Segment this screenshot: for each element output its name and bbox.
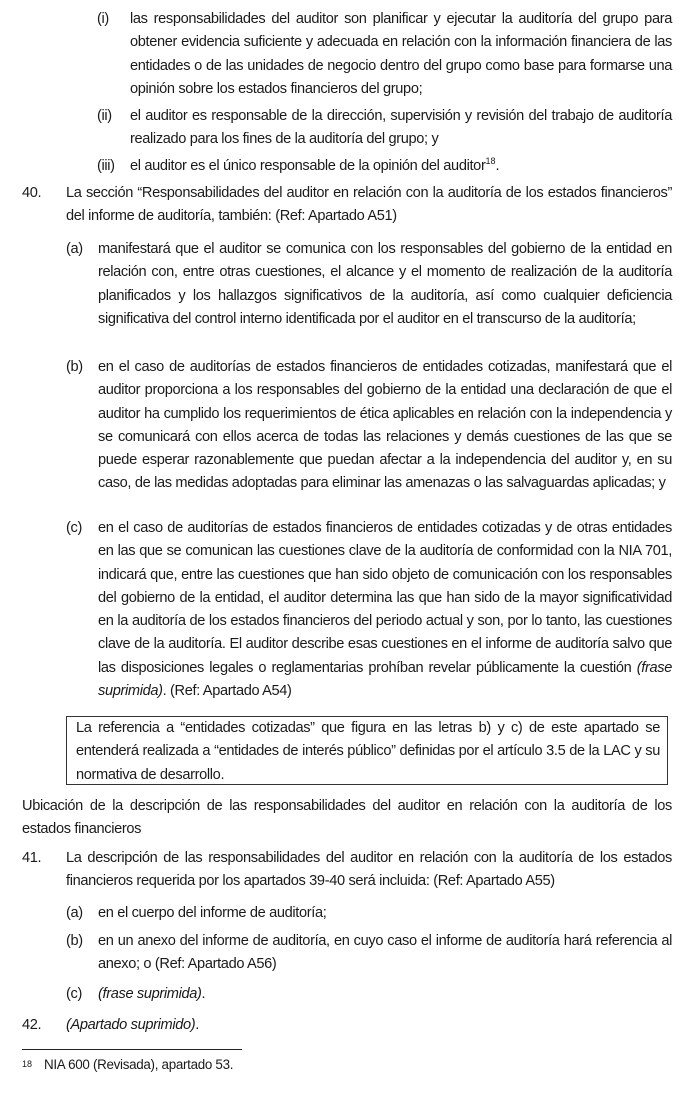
- item-marker: (b): [66, 359, 83, 375]
- item-text-main: en el caso de auditorías de estados financieros de entidades cotizadas y de otras entidades en las que se comunican las cuestiones clave de la auditoría de conformidad con la NIA 701, indicará que, entre las cuestiones que han sido objeto de comunicación con los responsables del gobierno de la entidad, el auditor determina las que han sido de la mayor significatividad en la auditoría de los estados financieros del periodo actual y son, por lo tanto, las cuestiones clave de la auditoría. El auditor describe esas cuestiones en el informe de auditoría salvo que las disposiciones legales o reglamentarias prohíban revelar públicamente la cuestión: [98, 520, 672, 676]
- item-marker: (c): [66, 520, 82, 536]
- item-text: el auditor es responsable de la dirección, supervisión y revisión del trabajo de auditoría realizado para los fines de la auditoría del grupo; y: [130, 108, 672, 148]
- item-marker: (a): [66, 241, 83, 257]
- item-text-end: .: [201, 986, 206, 1002]
- item-text-italic: suprimida): [136, 986, 202, 1002]
- paragraph-text-italic: (Apartado suprimido): [66, 1017, 196, 1033]
- item-text-italic: (frase suprimida): [98, 659, 672, 700]
- item-text: en el caso de auditorías de estados financieros de entidades cotizadas, manifestará que el auditor proporciona a los responsables del gobierno de la entidad una declaración de que el auditor ha cumplido los requerimientos de ética aplicables en relación con la independencia y se comunicará con ellos acerca de todas las relaciones y demás cuestiones de las que se puede esperar razonablemente que puedan afectar a la independencia del auditor y, en su caso, de las medidas adoptadas para eliminar las amenazas o las salvaguardas aplicadas; y: [98, 359, 672, 492]
- footnote-number: 18: [22, 1059, 33, 1069]
- item-text: manifestará que el auditor se comunica con los responsables del gobierno de la entidad en relación con, entre otras cuestiones, el alcance y el momento de realización de la auditoría planificados y los hallazgos significativos de la auditoría, así como cualquier deficiencia significativa del control interno identificada por el auditor en el transcurso de la auditoría;: [98, 241, 672, 327]
- paragraph-text: La sección “Responsabilidades del auditor en relación con la auditoría de los estados financieros” del informe de auditoría, también: (Ref: Apartado A51): [66, 185, 672, 225]
- item-marker: (c): [66, 986, 82, 1002]
- item-text: [98, 983, 672, 1006]
- item-marker: (i): [97, 11, 109, 27]
- paragraph-number: 40.: [22, 185, 42, 201]
- paragraph-number: 42.: [22, 1017, 42, 1033]
- note-box: [66, 716, 668, 785]
- item-text: [130, 155, 672, 178]
- item-marker: (b): [66, 933, 83, 949]
- item-text: [98, 517, 672, 703]
- paragraph-text-end: .: [195, 1017, 199, 1033]
- item-marker: (iii): [97, 158, 115, 174]
- item-text-main: el auditor es el único responsable de la opinión del auditor: [130, 158, 486, 174]
- paragraph-text: La descripción de las responsabilidades del auditor en relación con la auditoría de los estados financieros requerida por los apartados 39-40 será incluida: (Ref: Apartado A55): [66, 850, 672, 890]
- paragraph-text: [66, 1014, 672, 1037]
- item-marker: (a): [66, 905, 83, 921]
- item-text: en un anexo del informe de auditoría, en cuyo caso el informe de auditoría hará referencia al anexo; o (Ref: Apartado A56): [98, 933, 672, 973]
- item-text: las responsabilidades del auditor son planificar y ejecutar la auditoría del grupo para obtener evidencia suficiente y adecuada en relación con la información financiera de las entidades o de las unidades de negocio dentro del grupo como base para formarse una opinión sobre los estados financieros del grupo;: [130, 11, 672, 97]
- footnote-ref-18[interactable]: 18: [485, 156, 496, 166]
- item-text-italic-open: (frase: [98, 986, 137, 1002]
- item-text-end: .: [495, 158, 500, 174]
- section-heading: Ubicación de la descripción de las responsabilidades del auditor en relación con la auditoría de los estados financieros: [22, 798, 672, 838]
- footnote-separator: [22, 1049, 242, 1050]
- paragraph-number: 41.: [22, 850, 42, 866]
- note-text: La referencia a “entidades cotizadas” que figura en las letras b) y c) de este apartado se entenderá realizada a “entidades de interés público” definidas por el artículo 3.5 de la LAC y su normativa de desarrollo.: [76, 720, 660, 783]
- item-text-end: . (Ref: Apartado A54): [162, 683, 292, 700]
- item-text: en el cuerpo del informe de auditoría;: [98, 905, 327, 921]
- footnote-text: NIA 600 (Revisada), apartado 53.: [44, 1057, 234, 1072]
- item-marker: (ii): [97, 108, 112, 124]
